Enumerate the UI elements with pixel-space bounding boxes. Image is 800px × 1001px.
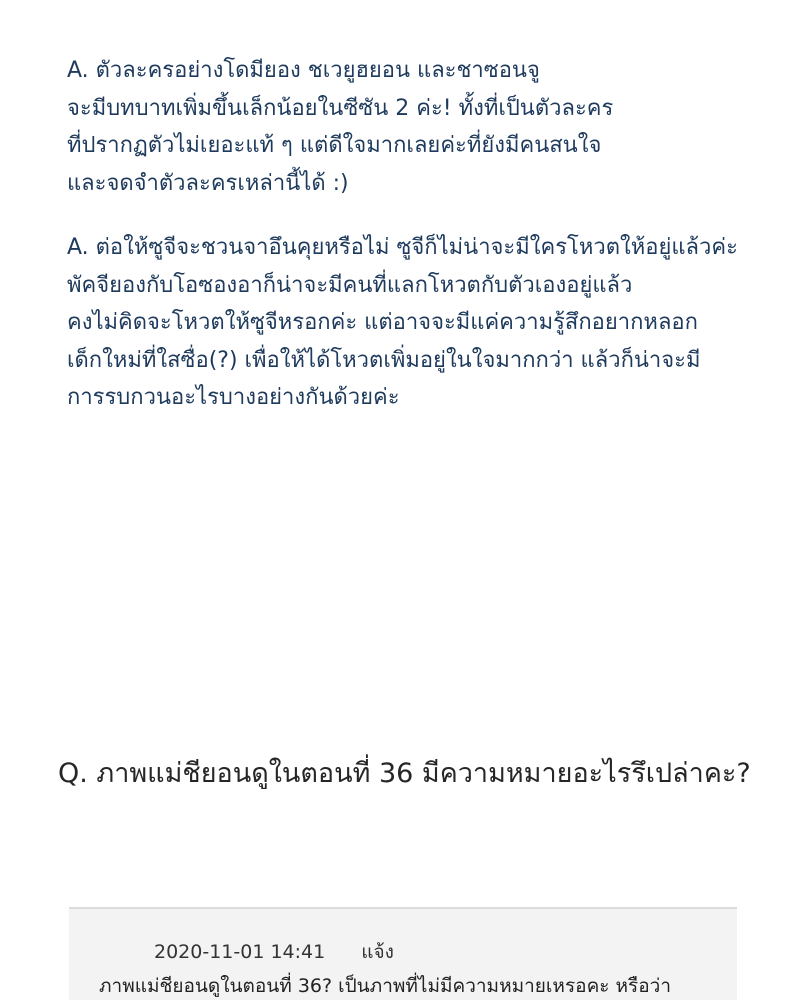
answer-line: และจดจำตัวละครเหล่านี้ได้ :) (67, 170, 349, 196)
answer-paragraph-1 (67, 52, 787, 202)
report-link[interactable]: แจ้ง (361, 941, 394, 963)
answer-line: ที่ปรากฏตัวไม่เยอะแท้ ๆ แต่ดีใจมากเลยค่ะที่ยังมีคนสนใจ (67, 133, 602, 158)
answer-line: A. ตัวละครอย่างโดมียอง ชเวยูฮยอน และชาซอนจู (67, 58, 540, 83)
answer-paragraph-2 (67, 229, 787, 417)
comment-timestamp: 2020-11-01 14:41 (154, 941, 326, 963)
question-heading: Q. ภาพแม่ชียอนดูในตอนที่ 36 มีความหมายอะไรรึเปล่าคะ? (58, 758, 751, 789)
answer-line: จะมีบทบาทเพิ่มขึ้นเล็กน้อยในซีซัน 2 ค่ะ! ทั้งที่เป็นตัวละคร (67, 95, 614, 121)
comment-meta (154, 937, 394, 967)
comment-text: ภาพแม่ชียอนดูในตอนที่ 36? เป็นภาพที่ไม่มีความหมายเหรอคะ หรือว่า (99, 975, 672, 997)
comment-box (69, 907, 737, 1000)
answer-line: คงไม่คิดจะโหวตให้ซูจีหรอกค่ะ แต่อาจจะมีแค่ความรู้สึกอยากหลอก (67, 310, 698, 335)
answer-line: A. ต่อให้ซูจีจะชวนจาอึนคุยหรือไม่ ซูจีก็ไม่น่าจะมีใครโหวตให้อยู่แล้วค่ะ (67, 235, 738, 260)
answer-line: เด็กใหม่ที่ใสซื่อ(?) เพื่อให้ได้โหวตเพิ่มอยู่ในใจมากกว่า แล้วก็น่าจะมี (67, 347, 701, 373)
answer-line: พัคจียองกับโอซองอาก็น่าจะมีคนที่แลกโหวตกับตัวเองอยู่แล้ว (67, 272, 633, 298)
answer-line: การรบกวนอะไรบางอย่างกันด้วยค่ะ (67, 385, 400, 410)
